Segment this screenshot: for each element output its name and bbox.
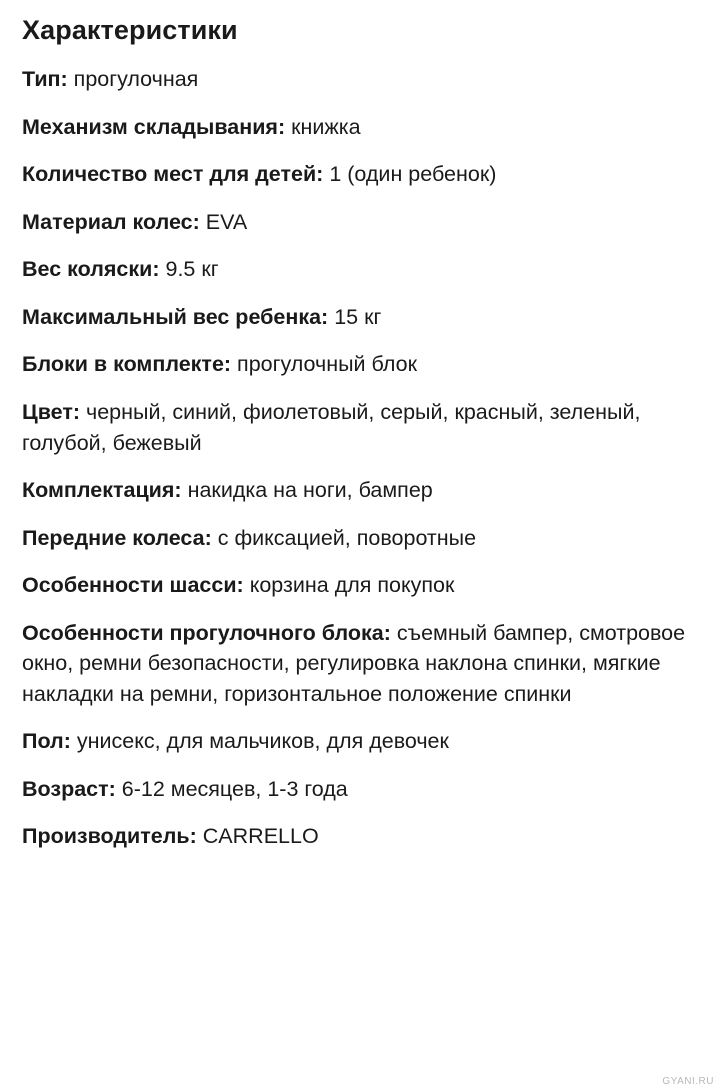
specifications-list [22, 64, 698, 851]
spec-label: Тип: [22, 67, 68, 92]
spec-label: Особенности прогулочного блока: [22, 620, 391, 645]
spec-row-wheel-material [22, 207, 698, 238]
spec-row-type [22, 64, 698, 95]
spec-value: 6-12 месяцев, 1-3 года [121, 776, 348, 801]
spec-row-included-blocks [22, 349, 698, 380]
spec-value: 1 (один ребенок) [329, 162, 497, 187]
spec-value: черный, синий, фиолетовый, серый, красный, зеленый, голубой, бежевый [22, 400, 641, 455]
spec-value: 9.5 кг [165, 257, 219, 282]
spec-row-manufacturer [22, 821, 698, 852]
spec-value: 15 кг [334, 304, 382, 329]
spec-value: CARRELLO [202, 824, 319, 849]
spec-value: корзина для покупок [249, 573, 455, 598]
spec-row-front-wheels [22, 523, 698, 554]
spec-label: Особенности шасси: [22, 573, 244, 598]
spec-value: книжка [291, 114, 361, 139]
site-watermark: GYANI.RU [662, 1076, 714, 1087]
spec-value: прогулочная [73, 67, 199, 92]
spec-label: Механизм складывания: [22, 114, 286, 139]
spec-row-age [22, 774, 698, 805]
spec-row-chassis-features [22, 570, 698, 601]
spec-label: Комплектация: [22, 478, 182, 503]
spec-label: Количество мест для детей: [22, 162, 324, 187]
spec-label: Максимальный вес ребенка: [22, 304, 329, 329]
spec-value: унисекс, для мальчиков, для девочек [76, 729, 449, 754]
spec-row-seat-unit-features [22, 618, 698, 710]
spec-row-color [22, 397, 698, 458]
spec-label: Возраст: [22, 776, 116, 801]
spec-value: накидка на ноги, бампер [187, 478, 433, 503]
spec-label: Производитель: [22, 824, 197, 849]
spec-row-gender [22, 726, 698, 757]
spec-label: Блоки в комплекте: [22, 352, 232, 377]
spec-row-seats-count [22, 159, 698, 190]
spec-row-stroller-weight [22, 254, 698, 285]
spec-label: Цвет: [22, 400, 81, 424]
spec-label: Материал колес: [22, 209, 200, 234]
spec-label: Передние колеса: [22, 525, 212, 550]
spec-label: Вес коляски: [22, 257, 160, 282]
spec-label: Пол: [22, 729, 71, 754]
spec-row-equipment [22, 475, 698, 506]
spec-value: прогулочный блок [237, 352, 418, 377]
spec-row-folding-mechanism [22, 112, 698, 143]
spec-row-max-child-weight [22, 302, 698, 333]
page-title: Характеристики [22, 15, 238, 45]
spec-value: с фиксацией, поворотные [217, 525, 477, 550]
spec-value: съемный бампер, смотровое окно, ремни безопасности, регулировка наклона спинки, мягкие накладки на ремни, горизонтальное положение спинки [22, 620, 686, 706]
spec-value: EVA [205, 209, 248, 234]
